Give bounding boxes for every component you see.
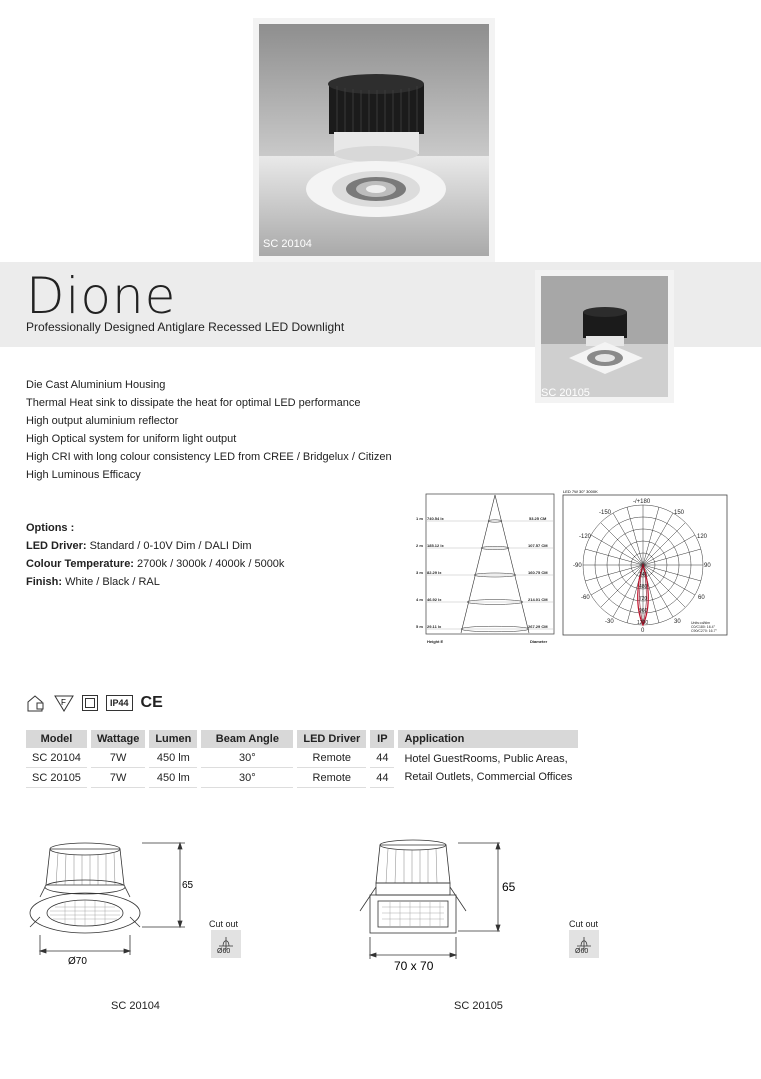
f-mark-icon [54,694,74,712]
colour-label: Colour Temperature: [26,558,134,570]
beam-row-height: 5 m [416,624,423,629]
beam-row-diameter: 214.01 CM [528,597,548,602]
f-mark-letter: F [61,698,66,707]
feature-item: High Luminous Efficacy [26,469,141,481]
cell-ip: 44 [370,768,394,788]
cutout-box-left [211,930,241,958]
secondary-photo-caption: SC 20105 [541,387,590,399]
drawing-left-caption: SC 20104 [111,1000,160,1012]
polar-angle: 0 [641,628,645,634]
indoor-use-icon [26,694,46,712]
cutout-label-left: Cut out [209,919,239,929]
beam-row-diameter: 53.25 CM [529,516,547,521]
cell-wattage: 7W [91,748,145,768]
col-beam-angle: Beam Angle [201,730,293,748]
col-wattage: Wattage [91,730,145,748]
feature-item: Die Cast Aluminium Housing [26,379,166,391]
product-photo-secondary [535,270,674,403]
beam-row-lux: 29.11 lx [427,624,442,629]
feature-item: High output aluminium reflector [26,415,179,427]
drawing-left-width: Ø70 [68,956,87,967]
beam-row-lux: 82.29 lx [427,570,442,575]
cell-beam-angle: 30° [201,748,293,768]
cutout-box-right [569,930,599,958]
cell-model: SC 20105 [26,768,87,788]
main-photo-caption: SC 20104 [263,238,312,250]
cutout-value-left: Ø60 [217,948,231,955]
cell-lumen: 450 lm [149,768,197,788]
colour-value: 2700k / 3000k / 4000k / 5000k [133,558,285,570]
cell-wattage: 7W [91,768,145,788]
polar-angle: 60 [698,595,705,601]
product-photo-main [253,18,495,262]
beam-row-lux: 185.12 lx [427,543,444,548]
beam-row-height: 2 m [416,543,423,548]
polar-angle: -90 [573,563,582,569]
polar-radial-value: 960 [639,608,648,614]
beam-row-diameter: 107.57 CM [528,543,548,548]
beam-row-diameter: 160.75 CM [528,570,548,575]
product-subtitle: Professionally Designed Antiglare Recessed LED Downlight [26,320,345,334]
class-ii-icon [82,695,98,711]
cell-led-driver: Remote [297,748,366,768]
product-title: Dione [26,267,177,325]
polar-angle: 150 [674,510,685,516]
col-application: Application [398,730,578,748]
cell-application [398,748,578,788]
polar-angle: -120 [579,534,592,540]
beam-row-lux: 46.92 lx [427,597,442,602]
application-line: Hotel GuestRooms, Public Areas, [404,753,568,765]
cell-lumen: 450 lm [149,748,197,768]
beam-footer-left: Height E [427,639,444,644]
col-led-driver: LED Driver [297,730,366,748]
drawing-round-downlight [20,835,200,970]
cell-model: SC 20104 [26,748,87,768]
ce-mark: CE [140,694,163,711]
cell-ip: 44 [370,748,394,768]
polar-angle: -/+180 [633,499,651,505]
beam-row-height: 4 m [416,597,423,602]
spec-table-header [26,730,578,748]
ip-rating-badge: IP44 [106,695,133,711]
feature-item: High CRI with long colour consistency LED from CREE / Bridgelux / Citizen [26,451,392,463]
col-model: Model [26,730,87,748]
polar-radial-value: 1200 [637,620,649,626]
drawing-right-width: 70 x 70 [394,959,434,973]
col-ip: IP [370,730,394,748]
beam-row-height: 1 m [416,516,423,521]
polar-radial-value: 720 [639,596,648,602]
table-row [26,748,578,768]
downlight-square-image [541,276,668,397]
polar-radial-value: 480 [639,584,648,590]
class-ii-inner-square [85,698,95,708]
feature-list [26,376,392,484]
beam-row-diameter: 267.29 CM [528,624,548,629]
polar-angle: 30 [674,619,681,625]
cutout-label-right: Cut out [569,919,599,929]
beam-row-height: 3 m [416,570,423,575]
spec-table [22,730,582,788]
cell-beam-angle: 30° [201,768,293,788]
finish-value: White / Black / RAL [62,576,160,588]
drawing-right-height: 65 [502,880,516,894]
polar-distribution-diagram [561,487,731,637]
certification-icons [26,694,163,712]
cutout-value-right: Ø60 [575,948,589,955]
drawing-left-height: 65 [182,880,194,891]
beam-row-lux: 740.54 lx [427,516,444,521]
polar-angle: -30 [605,619,614,625]
options-heading: Options : [26,522,75,534]
cell-led-driver: Remote [297,768,366,788]
downlight-round-image [259,24,489,256]
beam-spread-diagram [416,493,558,648]
drawing-square-downlight [350,835,530,975]
polar-legend: C0/C180: 16.4° [691,625,715,629]
application-line: Retail Outlets, Commercial Offices [404,771,573,783]
feature-item: High Optical system for uniform light output [26,433,237,445]
polar-legend: C90/C270: 16.7° [691,629,717,633]
drawing-right-caption: SC 20105 [454,1000,503,1012]
options-block [26,519,284,591]
polar-angle: 120 [697,534,708,540]
feature-item: Thermal Heat sink to dissipate the heat for optimal LED performance [26,397,361,409]
finish-label: Finish: [26,576,63,588]
polar-radial-value: 240 [639,572,648,578]
polar-angle: -60 [581,595,590,601]
beam-footer-right: Diameter [530,639,548,644]
polar-header: LED 7W 30° 3000K [563,489,598,494]
polar-angle: 90 [704,563,711,569]
col-lumen: Lumen [149,730,197,748]
driver-label: LED Driver: [26,540,87,552]
polar-legend: Units:cd/klm [691,621,711,625]
driver-value: Standard / 0-10V Dim / DALI Dim [86,540,252,552]
polar-angle: -150 [599,510,612,516]
